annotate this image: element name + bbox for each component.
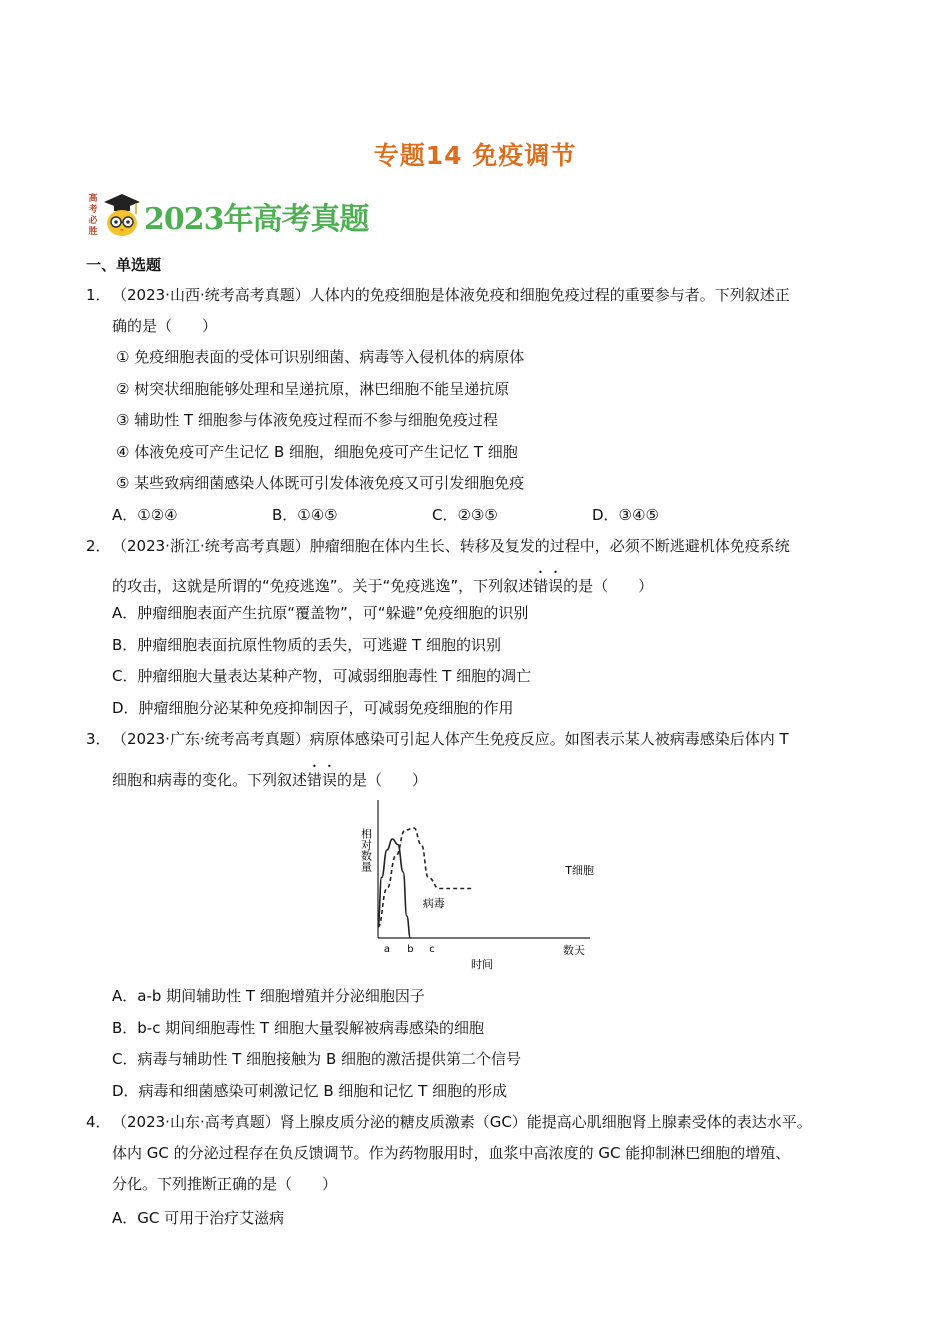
x-tick-label: c (429, 944, 435, 955)
option-a[interactable]: A．①②④ (112, 506, 178, 524)
question-stem-line: 体内 GC 的分泌过程存在负反馈调节。作为药物服用时，血浆中高浓度的 GC 能抑制淋巴细胞的增殖、 (112, 1144, 791, 1162)
stem-text: 细胞和病毒的变化。下列叙述 (112, 771, 308, 789)
option-b[interactable]: B．b-c 期间细胞毒性 T 细胞大量裂解被病毒感染的细胞 (112, 1019, 484, 1037)
question-stem-line: 分化。下列推断正确的是（ ） (112, 1175, 338, 1193)
question-stem-line: （2023·山东·高考真题）肾上腺皮质分泌的糖皮质激素（GC）能提高心肌细胞肾上腺素受体的表达水平。 (112, 1113, 812, 1131)
x-tick-label: a (383, 944, 391, 955)
page-title: 专题14 免疫调节 (373, 141, 577, 170)
question-stem-line: （2023·广东·统考高考真题）病原体感染可引起人体产生免疫反应。如图表示某人被病毒感染后体内 T (112, 730, 789, 748)
question-stem-line: （2023·山西·统考高考真题）人体内的免疫细胞是体液免疫和细胞免疫过程的重要参与者。下列叙述正 (112, 286, 790, 304)
x-tick-label: b (407, 944, 414, 955)
virus-series-label: 病毒 (422, 897, 445, 911)
statement-item: ② 树突状细胞能够处理和呈递抗原，淋巴细胞不能呈递抗原 (116, 380, 510, 398)
x-end-label: 数天 (563, 944, 585, 957)
option-c[interactable]: C．肿瘤细胞大量表达某种产物，可减弱细胞毒性 T 细胞的凋亡 (112, 667, 532, 685)
statement-item: ④ 体液免疫可产生记忆 B 细胞，细胞免疫可产生记忆 T 细胞 (116, 443, 518, 461)
line-chart (354, 796, 594, 976)
question-number: 3． (86, 730, 111, 748)
virus-series-line (378, 839, 410, 938)
banner-title: 2023年高考真题 (144, 202, 369, 237)
emphasis-text: 错误 (533, 577, 564, 595)
badge-text: 高考必胜 (88, 194, 98, 237)
statement-item: ① 免疫细胞表面的受体可识别细菌、病毒等入侵机体的病原体 (116, 348, 525, 366)
option-c[interactable]: C．病毒与辅助性 T 细胞接触为 B 细胞的激活提供第二个信号 (112, 1050, 522, 1068)
option-d[interactable]: D．③④⑤ (592, 506, 659, 524)
option-a[interactable]: A．GC 可用于治疗艾滋病 (112, 1209, 285, 1227)
owl-graduate-icon (102, 192, 142, 238)
question-stem-line (112, 568, 653, 596)
option-d[interactable]: D．病毒和细菌感染可刺激记忆 B 细胞和记忆 T 细胞的形成 (112, 1082, 508, 1100)
stem-text: 的是（ ） (337, 771, 428, 789)
option-a[interactable]: A．肿瘤细胞表面产生抗原“覆盖物”，可“躲避”免疫细胞的识别 (112, 604, 529, 622)
option-c[interactable]: C．②③⑤ (432, 506, 498, 524)
y-axis-label: 相对数量 (359, 828, 373, 872)
question-number: 4． (86, 1113, 111, 1131)
question-stem-line: （2023·浙江·统考高考真题）肿瘤细胞在体内生长、转移及复发的过程中，必须不断逃避机体免疫系统 (112, 537, 790, 555)
option-d[interactable]: D．肿瘤细胞分泌某种免疫抑制因子，可减弱免疫细胞的作用 (112, 699, 514, 717)
statement-item: ③ 辅助性 T 细胞参与体液免疫过程而不参与细胞免疫过程 (116, 411, 498, 429)
statement-item: ⑤ 某些致病细菌感染人体既可引发体液免疫又可引发细胞免疫 (116, 474, 525, 492)
option-b[interactable]: B．肿瘤细胞表面抗原性物质的丢失，可逃避 T 细胞的识别 (112, 636, 501, 654)
option-a[interactable]: A．a-b 期间辅助性 T 细胞增殖并分泌细胞因子 (112, 987, 425, 1005)
question-stem-line (112, 762, 427, 790)
stem-text: 的是（ ） (563, 577, 654, 595)
question-number: 2． (86, 537, 111, 555)
stem-text: 的攻击，这就是所谓的“免疫逃逸”。关于“免疫逃逸”，下列叙述 (112, 577, 534, 595)
section-banner (86, 192, 406, 242)
x-axis-label: 时间 (471, 958, 493, 971)
question-stem-line: 确的是（ ） (112, 317, 218, 335)
section-heading: 一、单选题 (86, 256, 162, 274)
options-row (112, 504, 752, 525)
t-cell-series-line (378, 828, 472, 927)
option-b[interactable]: B．①④⑤ (272, 506, 338, 524)
emphasis-text: 错误 (307, 771, 338, 789)
t-cell-series-label: T细胞 (565, 864, 594, 878)
question-number: 1． (86, 286, 111, 304)
